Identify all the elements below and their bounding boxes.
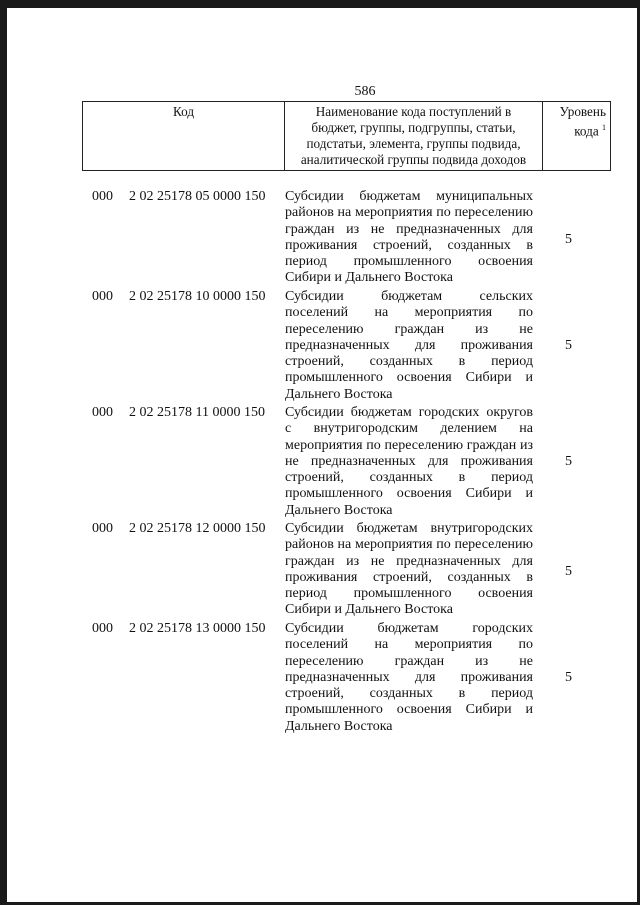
description-line: Дальнего Востока — [285, 386, 393, 402]
description-line: не предназначенных для проживания — [285, 453, 533, 469]
row-admin-code: 000 — [92, 621, 113, 636]
description-line: переселению граждан из не — [285, 321, 533, 337]
description-line: граждан из не предназначенных для — [285, 553, 533, 569]
header-level — [543, 102, 611, 171]
row-description — [285, 621, 533, 735]
header-name — [285, 102, 543, 171]
scan-border-left — [0, 0, 7, 905]
description-line: районов на мероприятия по переселению — [285, 205, 533, 221]
header-name-line: аналитической группы подвида доходов — [300, 152, 527, 167]
row-description — [285, 405, 533, 519]
header-name-line: подстатьи, элемента, группы подвида, — [306, 136, 521, 151]
row-description — [285, 289, 533, 403]
description-line: период промышленного освоения — [285, 586, 533, 602]
row-admin-code: 000 — [92, 521, 113, 536]
description-line: предназначенных для проживания — [285, 669, 533, 685]
description-line: мероприятия по переселению граждан из — [285, 437, 533, 453]
header-level-line2 — [545, 120, 606, 139]
row-admin-code: 000 — [92, 289, 113, 304]
description-line: Субсидии бюджетам городских округов — [285, 405, 533, 420]
row-admin-code: 000 — [92, 189, 113, 204]
footnote-marker: 1 — [602, 123, 606, 132]
description-line: Субсидии бюджетам муниципальных — [285, 189, 533, 204]
description-line: строений, созданных в период — [285, 686, 533, 702]
row-description — [285, 521, 533, 619]
description-line: Дальнего Востока — [285, 502, 393, 518]
row-admin-code: 000 — [92, 405, 113, 420]
description-line: промышленного освоения Сибири и — [285, 370, 533, 386]
scan-border-top — [0, 0, 640, 8]
row-budget-code: 2 02 25178 11 0000 150 — [129, 405, 265, 420]
description-line: строений, созданных в период — [285, 470, 533, 486]
description-line: промышленного освоения Сибири и — [285, 486, 533, 502]
header-level-line1: Уровень — [559, 104, 606, 119]
header-code: Код — [83, 102, 285, 171]
row-level: 5 — [565, 338, 572, 353]
description-line: проживания строений, созданных в — [285, 569, 533, 585]
description-line: Субсидии бюджетам внутригородских — [285, 521, 533, 536]
description-line: Сибири и Дальнего Востока — [285, 602, 453, 618]
header-name-line: бюджет, группы, подгруппы, статьи, — [311, 120, 516, 135]
row-level: 5 — [565, 564, 572, 579]
header-name-line: Наименование кода поступлений в — [315, 104, 512, 119]
row-description — [285, 189, 533, 287]
description-line: Субсидии бюджетам сельских — [285, 289, 533, 304]
row-level: 5 — [565, 454, 572, 469]
page-number: 586 — [354, 84, 376, 99]
description-line: предназначенных для проживания — [285, 337, 533, 353]
row-level: 5 — [565, 670, 572, 685]
row-budget-code: 2 02 25178 10 0000 150 — [129, 289, 266, 304]
description-line: строений, созданных в период — [285, 354, 533, 370]
table-header — [82, 101, 611, 171]
description-line: с внутригородским делением на — [285, 421, 533, 437]
row-budget-code: 2 02 25178 12 0000 150 — [129, 521, 266, 536]
header-level-word: кода — [574, 123, 599, 139]
description-line: период промышленного освоения — [285, 254, 533, 270]
description-line: поселений на мероприятия по — [285, 637, 533, 653]
row-budget-code: 2 02 25178 05 0000 150 — [129, 189, 266, 204]
row-budget-code: 2 02 25178 13 0000 150 — [129, 621, 266, 636]
description-line: промышленного освоения Сибири и — [285, 702, 533, 718]
description-line: Сибири и Дальнего Востока — [285, 270, 453, 286]
description-line: переселению граждан из не — [285, 653, 533, 669]
description-line: граждан из не предназначенных для — [285, 221, 533, 237]
description-line: Субсидии бюджетам городских — [285, 621, 533, 636]
description-line: поселений на мероприятия по — [285, 305, 533, 321]
row-level: 5 — [565, 232, 572, 247]
description-line: проживания строений, созданных в — [285, 237, 533, 253]
description-line: Дальнего Востока — [285, 718, 393, 734]
description-line: районов на мероприятия по переселению — [285, 537, 533, 553]
